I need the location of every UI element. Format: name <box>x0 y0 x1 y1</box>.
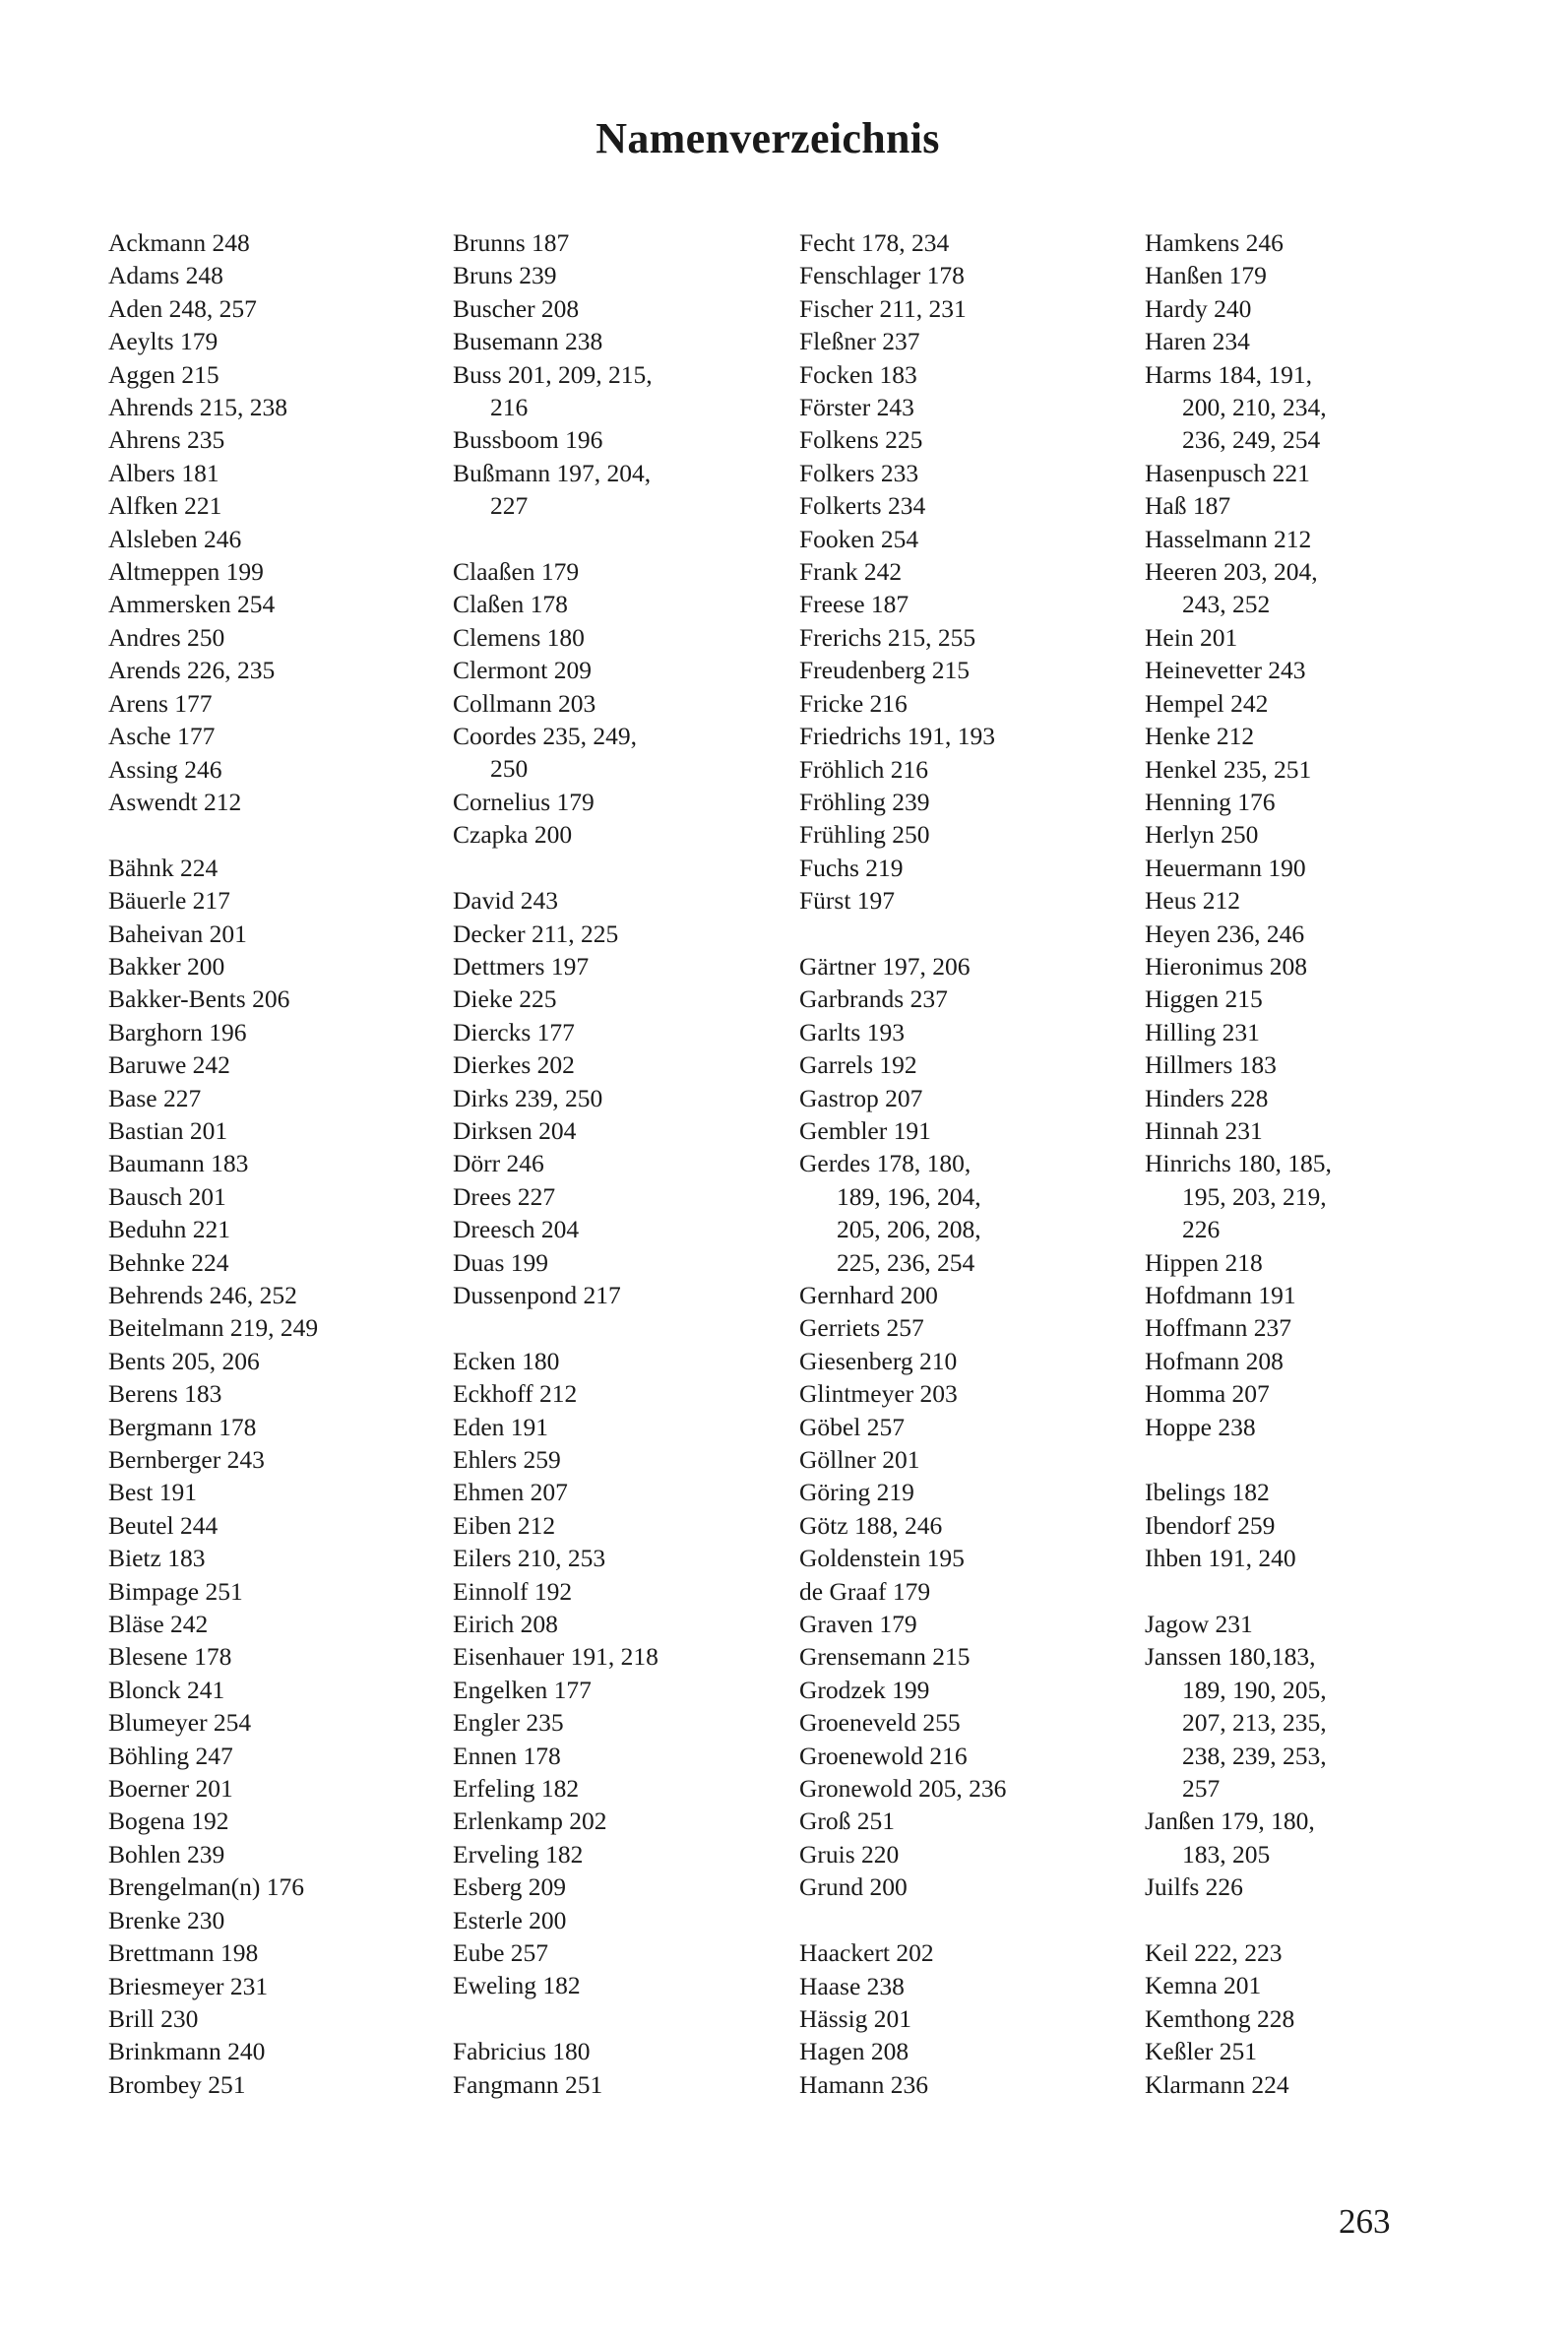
index-entry: Aswendt 212 <box>108 787 242 816</box>
index-entry: Bähnk 224 <box>108 853 219 882</box>
index-entry: Dierkes 202 <box>453 1050 575 1080</box>
page-title: Namenverzeichnis <box>596 114 940 162</box>
index-entry: Harms 184, 191, <box>1145 359 1312 389</box>
index-entry: Kemthong 228 <box>1145 2003 1295 2033</box>
index-entry: Brengelman(n) 176 <box>108 1872 304 1902</box>
index-entry: Blesene 178 <box>108 1642 232 1672</box>
index-entry: Bussboom 196 <box>453 425 603 455</box>
index-entry: Gronewold 205, 236 <box>799 1774 1007 1804</box>
index-entry: Glintmeyer 203 <box>799 1379 958 1409</box>
index-entry: Clemens 180 <box>453 622 585 652</box>
index-entry: Aggen 215 <box>108 359 220 389</box>
index-entry-continuation: 205, 206, 208, <box>837 1215 981 1244</box>
index-entry: Folkerts 234 <box>799 491 926 521</box>
index-entry: Ehlers 259 <box>453 1444 561 1474</box>
index-entry: David 243 <box>453 886 558 916</box>
index-entry: Drees 227 <box>453 1181 556 1211</box>
index-entry: Götz 188, 246 <box>799 1510 943 1540</box>
index-entry: Haren 234 <box>1145 327 1250 356</box>
index-entry: Eweling 182 <box>453 1971 581 2000</box>
index-entry: Jagow 231 <box>1145 1610 1253 1639</box>
index-entry-continuation: 243, 252 <box>1182 590 1271 619</box>
index-entry: Andres 250 <box>108 622 225 652</box>
index-entry: Haackert 202 <box>799 1938 934 1968</box>
index-entry: Eirich 208 <box>453 1610 558 1639</box>
index-entry: Förster 243 <box>799 393 914 422</box>
index-entry: Focken 183 <box>799 359 917 389</box>
index-entry: Boerner 201 <box>108 1774 233 1804</box>
index-entry: Giesenberg 210 <box>799 1346 958 1375</box>
index-entry: Heinevetter 243 <box>1145 656 1306 685</box>
letter-group-gap <box>1145 1904 1470 1936</box>
index-entry: Beitelmann 219, 249 <box>108 1313 319 1343</box>
index-entry: Ihben 191, 240 <box>1145 1544 1296 1573</box>
index-entry: Ahrens 235 <box>108 425 225 455</box>
index-entry: Fabricius 180 <box>453 2037 591 2066</box>
index-entry-continuation: 200, 210, 234, <box>1182 393 1327 422</box>
index-entry: Frerichs 215, 255 <box>799 622 976 652</box>
index-entry: Diercks 177 <box>453 1017 575 1046</box>
index-entry: Garrels 192 <box>799 1050 917 1080</box>
index-entry: Freudenberg 215 <box>799 656 971 685</box>
index-entry: Gerdes 178, 180, <box>799 1149 972 1178</box>
index-entry: Hamann 236 <box>799 2069 929 2099</box>
index-entry-continuation: 250 <box>490 754 529 784</box>
letter-group-gap <box>453 852 778 884</box>
index-entry: Janßen 179, 180, <box>1145 1806 1315 1836</box>
index-column-2 <box>453 226 778 2101</box>
index-entry: Garlts 193 <box>799 1017 905 1046</box>
index-entry: Ackmann 248 <box>108 228 250 257</box>
index-entry: Fangmann 251 <box>453 2069 603 2099</box>
index-entry: Ahrends 215, 238 <box>108 393 288 422</box>
index-entry: Hofdmann 191 <box>1145 1281 1296 1309</box>
index-entry: Buss 201, 209, 215, <box>453 359 653 389</box>
index-entry: Fröhling 239 <box>799 787 930 816</box>
index-entry-continuation: 225, 236, 254 <box>837 1247 975 1277</box>
index-entry: Best 191 <box>108 1478 197 1507</box>
index-entry-continuation: 226 <box>1182 1215 1221 1244</box>
index-entry: Heeren 203, 204, <box>1145 557 1318 587</box>
index-entry: Hagen 208 <box>799 2037 909 2066</box>
letter-group-gap <box>453 2002 778 2035</box>
index-entry: Behnke 224 <box>108 1247 229 1277</box>
index-entry: Hinrichs 180, 185, <box>1145 1149 1332 1178</box>
index-entry: Keil 222, 223 <box>1145 1938 1283 1968</box>
index-entry: Fenschlager 178 <box>799 261 965 290</box>
index-entry: Brombey 251 <box>108 2069 246 2099</box>
index-entry: Grund 200 <box>799 1872 908 1902</box>
index-entry: Fleßner 237 <box>799 327 920 356</box>
letter-group-gap <box>799 1904 1124 1936</box>
index-entry: Fuchs 219 <box>799 853 904 882</box>
index-entry: Bogena 192 <box>108 1806 229 1836</box>
letter-group-gap <box>1145 1575 1470 1608</box>
index-entry: Henkel 235, 251 <box>1145 754 1312 784</box>
index-entry: Grodzek 199 <box>799 1675 930 1704</box>
index-entry: Engelken 177 <box>453 1675 592 1704</box>
index-entry: Bakker-Bents 206 <box>108 984 290 1014</box>
index-entry: Decker 211, 225 <box>453 919 619 948</box>
index-entry: Freese 187 <box>799 590 909 619</box>
index-entry: Henning 176 <box>1145 787 1276 816</box>
index-entry: Groß 251 <box>799 1806 896 1836</box>
index-entry: Hillmers 183 <box>1145 1050 1277 1080</box>
index-entry: Groeneveld 255 <box>799 1708 961 1738</box>
index-entry: Bastian 201 <box>108 1115 228 1145</box>
index-entry: Fecht 178, 234 <box>799 228 950 257</box>
index-entry-continuation: 238, 239, 253, <box>1182 1741 1327 1770</box>
index-entry: Baheivan 201 <box>108 919 247 948</box>
index-entry: Dreesch 204 <box>453 1215 580 1244</box>
index-entry: Bausch 201 <box>108 1181 226 1211</box>
index-entry: Klarmann 224 <box>1145 2069 1289 2099</box>
index-entry: Garbrands 237 <box>799 984 948 1014</box>
index-entry: Aeylts 179 <box>108 327 219 356</box>
index-entry: Brill 230 <box>108 2003 199 2033</box>
index-entry: Collmann 203 <box>453 688 596 718</box>
index-entry: Juilfs 226 <box>1145 1872 1243 1902</box>
index-entry: Friedrichs 191, 193 <box>799 722 996 751</box>
index-entry: Hieronimus 208 <box>1145 951 1308 981</box>
index-entry: Ennen 178 <box>453 1741 561 1770</box>
index-entry: Eden 191 <box>453 1412 549 1441</box>
index-entry-continuation: 257 <box>1182 1774 1221 1804</box>
index-entry: Adams 248 <box>108 261 223 290</box>
index-entry: Gastrop 207 <box>799 1083 923 1112</box>
index-entry: Cornelius 179 <box>453 787 595 816</box>
index-entry: Fischer 211, 231 <box>799 293 967 323</box>
index-entry: Hofmann 208 <box>1145 1346 1284 1375</box>
index-entry: Erfeling 182 <box>453 1774 580 1804</box>
index-entry: Haß 187 <box>1145 491 1231 521</box>
index-entry: Bäuerle 217 <box>108 886 230 916</box>
index-entry: Brunns 187 <box>453 228 570 257</box>
letter-group-gap <box>453 523 778 555</box>
index-entry: Brettmann 198 <box>108 1938 259 1968</box>
index-entry: Janssen 180,183, <box>1145 1642 1316 1672</box>
index-entry: Henke 212 <box>1145 722 1255 751</box>
index-entry: Clermont 209 <box>453 656 592 685</box>
index-entry: Fooken 254 <box>799 524 919 553</box>
index-entry: Goldenstein 195 <box>799 1544 965 1573</box>
index-entry: Bohlen 239 <box>108 1839 225 1869</box>
index-entry: Erveling 182 <box>453 1839 584 1869</box>
index-entry: Hoffmann 237 <box>1145 1313 1291 1343</box>
index-entry-continuation: 189, 196, 204, <box>837 1181 981 1211</box>
index-entry: Esterle 200 <box>453 1905 567 1934</box>
index-entry: Bietz 183 <box>108 1544 206 1573</box>
index-entry: Czapka 200 <box>453 820 573 850</box>
index-entry: Gärtner 197, 206 <box>799 951 971 981</box>
index-entry: Hinnah 231 <box>1145 1115 1263 1145</box>
index-entry: Hässig 201 <box>799 2003 912 2033</box>
index-entry: Claßen 178 <box>453 590 568 619</box>
index-entry: Gerriets 257 <box>799 1313 924 1343</box>
index-entry-continuation: 195, 203, 219, <box>1182 1181 1327 1211</box>
letter-group-gap <box>453 1311 778 1344</box>
index-entry: Beduhn 221 <box>108 1215 230 1244</box>
index-entry: Hasselmann 212 <box>1145 524 1312 553</box>
index-entry: Hein 201 <box>1145 622 1238 652</box>
index-entry: Hilling 231 <box>1145 1017 1260 1046</box>
index-entry: Frühling 250 <box>799 820 930 850</box>
index-entry: Ibendorf 259 <box>1145 1510 1276 1540</box>
letter-group-gap <box>1145 1443 1470 1476</box>
index-entry: Dussenpond 217 <box>453 1280 621 1309</box>
index-entry-continuation: 236, 249, 254 <box>1182 425 1321 455</box>
index-entry: Brinkmann 240 <box>108 2037 266 2066</box>
index-entry: Altmeppen 199 <box>108 557 264 587</box>
index-entry: Homma 207 <box>1145 1379 1270 1409</box>
index-entry: Aden 248, 257 <box>108 293 257 323</box>
index-entry: Bußmann 197, 204, <box>453 458 652 487</box>
index-entry: Blonck 241 <box>108 1675 225 1704</box>
index-entry-continuation: 216 <box>490 393 529 422</box>
index-entry: Dieke 225 <box>453 984 557 1014</box>
index-entry: Eilers 210, 253 <box>453 1544 606 1573</box>
index-entry: Bernberger 243 <box>108 1445 265 1475</box>
page-number: 263 <box>1339 2202 1391 2241</box>
index-column-1 <box>108 226 433 2101</box>
index-column-3 <box>799 226 1124 2101</box>
index-entry: Dirksen 204 <box>453 1115 577 1145</box>
index-entry: Heus 212 <box>1145 886 1241 916</box>
index-entry: Engler 235 <box>453 1708 564 1738</box>
index-entry: Bents 205, 206 <box>108 1346 260 1375</box>
index-entry: Heuermann 190 <box>1145 853 1306 882</box>
index-entry: Duas 199 <box>453 1247 549 1277</box>
index-entry: Bergmann 178 <box>108 1412 257 1441</box>
index-entry: Hinders 228 <box>1145 1083 1269 1112</box>
index-entry: Grensemann 215 <box>799 1642 971 1672</box>
index-entry: Hempel 242 <box>1145 688 1269 718</box>
index-entry: Briesmeyer 231 <box>108 1971 269 2000</box>
index-entry: Heyen 236, 246 <box>1145 919 1305 948</box>
index-entry: Hanßen 179 <box>1145 261 1267 290</box>
index-entry: Berens 183 <box>108 1379 222 1409</box>
index-entry: de Graaf 179 <box>799 1576 931 1606</box>
index-entry: Albers 181 <box>108 458 220 487</box>
index-column-4 <box>1145 226 1470 2101</box>
index-entry: Eiben 212 <box>453 1510 556 1540</box>
index-entry: Bimpage 251 <box>108 1576 243 1606</box>
index-entry: Esberg 209 <box>453 1872 566 1902</box>
index-entry-continuation: 183, 205 <box>1182 1839 1271 1869</box>
index-entry: Erlenkamp 202 <box>453 1806 607 1836</box>
index-entry: Fürst 197 <box>799 886 896 916</box>
index-entry: Blumeyer 254 <box>108 1708 252 1738</box>
letter-group-gap <box>108 818 433 851</box>
index-entry: Göring 219 <box>799 1478 914 1507</box>
index-entry: Dettmers 197 <box>453 951 590 981</box>
index-entry: Fröhlich 216 <box>799 754 929 784</box>
index-entry-continuation: 207, 213, 235, <box>1182 1708 1327 1738</box>
index-entry: Baruwe 242 <box>108 1050 230 1080</box>
index-entry: Haase 238 <box>799 1971 905 2000</box>
index-entry: Assing 246 <box>108 754 222 784</box>
index-entry: Busemann 238 <box>453 327 603 356</box>
index-entry: Graven 179 <box>799 1610 917 1639</box>
index-entry: Hasenpusch 221 <box>1145 458 1310 487</box>
index-entry: Bläse 242 <box>108 1610 209 1639</box>
index-entry: Arends 226, 235 <box>108 656 276 685</box>
index-entry: Frank 242 <box>799 557 903 587</box>
index-entry: Folkens 225 <box>799 425 923 455</box>
index-entry: Beutel 244 <box>108 1510 219 1540</box>
index-entry: Gembler 191 <box>799 1115 931 1145</box>
index-entry: Baumann 183 <box>108 1149 249 1178</box>
index-entry: Groenewold 216 <box>799 1741 968 1770</box>
index-entry: Hamkens 246 <box>1145 228 1284 257</box>
index-entry: Base 227 <box>108 1083 202 1112</box>
index-entry: Eckhoff 212 <box>453 1379 578 1409</box>
index-entry: Gernhard 200 <box>799 1280 938 1309</box>
index-entry: Ibelings 182 <box>1145 1478 1270 1507</box>
index-entry: Kemna 201 <box>1145 1971 1262 2000</box>
index-entry: Behrends 246, 252 <box>108 1280 297 1309</box>
index-entry: Eisenhauer 191, 218 <box>453 1642 659 1672</box>
index-entry: Eube 257 <box>453 1938 549 1968</box>
index-entry: Ecken 180 <box>453 1346 560 1375</box>
index-entry: Asche 177 <box>108 722 216 751</box>
index-entry: Ammersken 254 <box>108 590 276 619</box>
index-entry: Buscher 208 <box>453 293 580 323</box>
index-entry: Bakker 200 <box>108 951 225 981</box>
index-entry: Fricke 216 <box>799 688 908 718</box>
index-entry: Claaßen 179 <box>453 557 580 587</box>
index-entry: Coordes 235, 249, <box>453 722 637 751</box>
index-entry: Einnolf 192 <box>453 1576 573 1606</box>
index-entry: Bruns 239 <box>453 261 557 290</box>
index-entry: Hardy 240 <box>1145 293 1252 323</box>
index-entry: Folkers 233 <box>799 458 919 487</box>
index-entry: Brenke 230 <box>108 1905 225 1934</box>
index-entry-continuation: 227 <box>490 491 529 521</box>
index-entry: Göllner 201 <box>799 1445 920 1475</box>
index-entry: Barghorn 196 <box>108 1017 247 1046</box>
index-entry: Alsleben 246 <box>108 524 242 553</box>
index-entry: Gruis 220 <box>799 1839 900 1869</box>
index-entry: Arens 177 <box>108 688 213 718</box>
index-entry: Dirks 239, 250 <box>453 1083 603 1112</box>
index-entry: Böhling 247 <box>108 1741 233 1770</box>
index-entry-continuation: 189, 190, 205, <box>1182 1675 1327 1704</box>
index-entry: Herlyn 250 <box>1145 820 1259 850</box>
index-entry: Keßler 251 <box>1145 2037 1258 2066</box>
index-entry: Alfken 221 <box>108 491 222 521</box>
letter-group-gap <box>799 918 1124 950</box>
index-entry: Dörr 246 <box>453 1149 544 1178</box>
index-entry: Göbel 257 <box>799 1412 905 1441</box>
index-entry: Higgen 215 <box>1145 984 1263 1014</box>
index-entry: Hoppe 238 <box>1145 1412 1256 1441</box>
index-entry: Ehmen 207 <box>453 1478 568 1507</box>
index-entry: Hippen 218 <box>1145 1247 1263 1277</box>
